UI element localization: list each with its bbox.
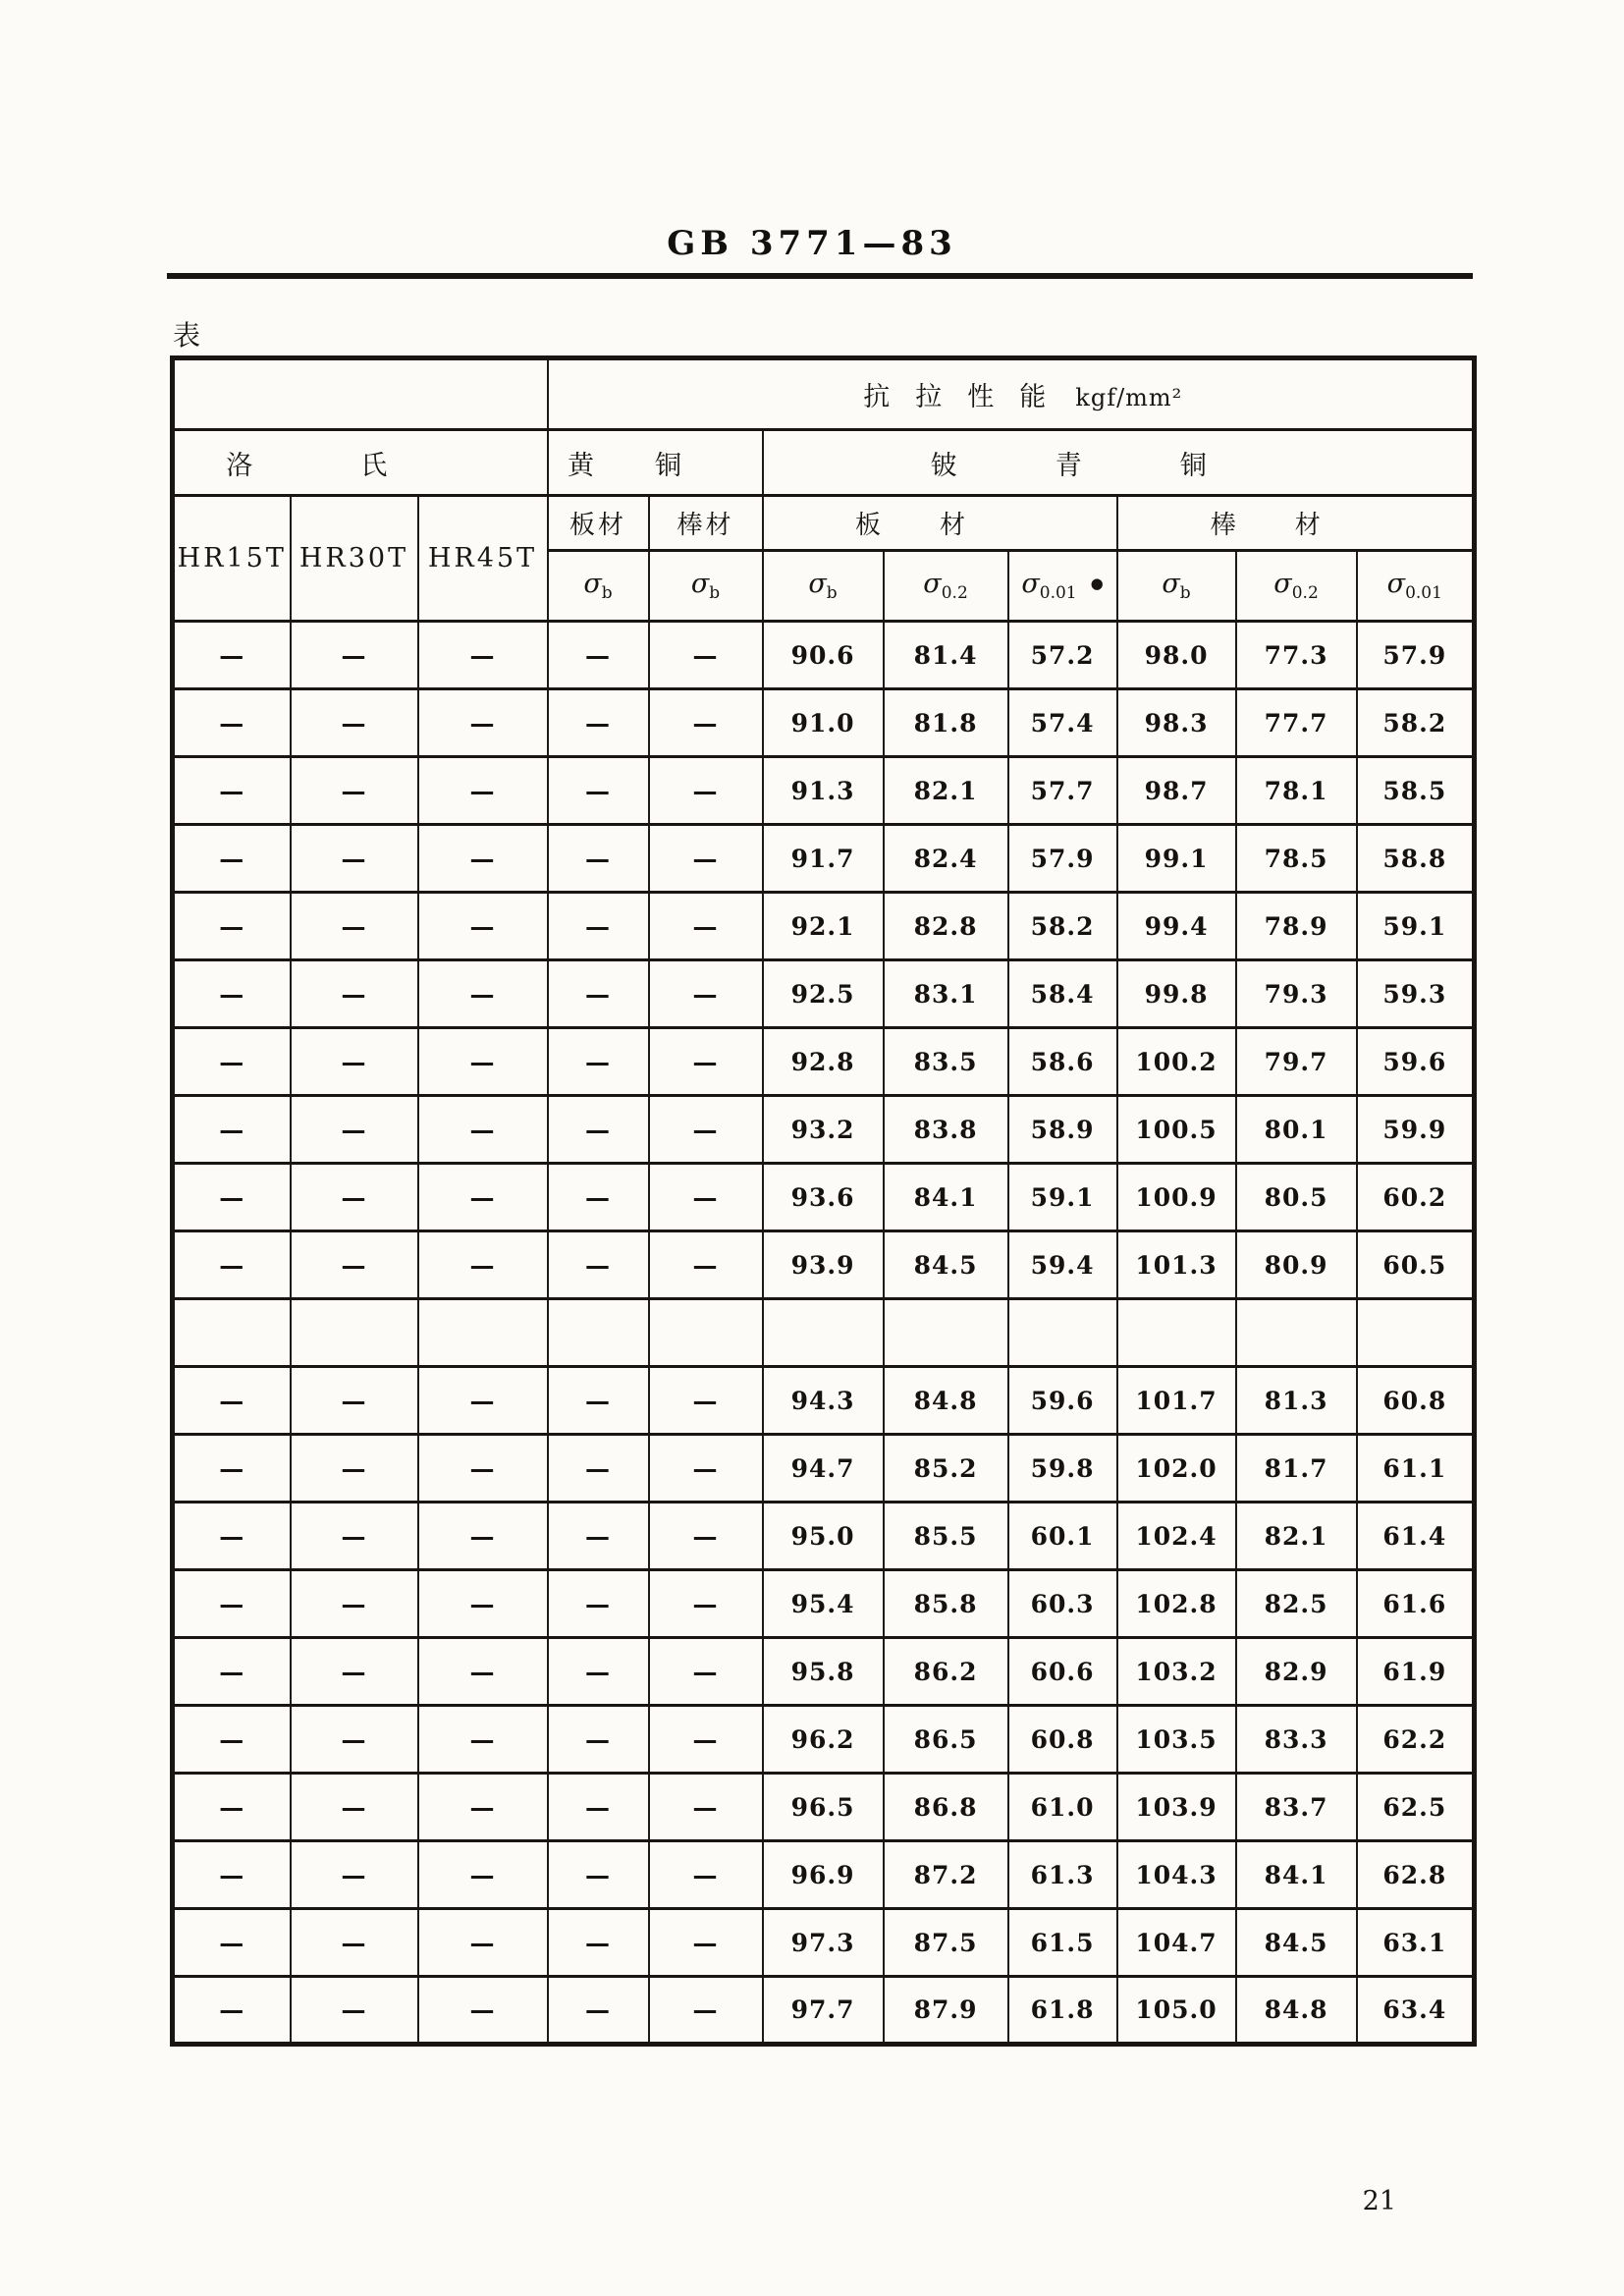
- dash-cell: —: [649, 1503, 763, 1570]
- value-cell: 99.1: [1117, 825, 1236, 893]
- table-row: [173, 1841, 1475, 1909]
- sigma-symbol: σ: [923, 568, 942, 599]
- dash-cell: —: [649, 1706, 763, 1774]
- dash-cell: —: [173, 1774, 291, 1841]
- dash-cell: —: [649, 1977, 763, 2045]
- dash-cell: —: [418, 622, 548, 689]
- value-cell: 82.4: [884, 825, 1008, 893]
- table-row: [173, 1096, 1475, 1164]
- value-cell: 84.1: [1236, 1841, 1357, 1909]
- dash-cell: —: [649, 1638, 763, 1706]
- dash-cell: —: [649, 1231, 763, 1299]
- dash-cell: —: [548, 1435, 649, 1503]
- value-cell: 92.1: [763, 893, 884, 960]
- value-cell: 94.7: [763, 1435, 884, 1503]
- empty-cell: [649, 1299, 763, 1367]
- dash-cell: —: [548, 1774, 649, 1841]
- dash-cell: —: [649, 1096, 763, 1164]
- dash-cell: —: [291, 1570, 418, 1638]
- sigma-subscript: b: [1179, 583, 1191, 604]
- dash-cell: —: [173, 1706, 291, 1774]
- value-cell: 78.1: [1236, 757, 1357, 825]
- dash-cell: —: [291, 1435, 418, 1503]
- beryllium-bar-header: 棒材: [1117, 496, 1475, 551]
- value-cell: 95.8: [763, 1638, 884, 1706]
- dash-cell: —: [291, 960, 418, 1028]
- value-cell: 82.9: [1236, 1638, 1357, 1706]
- value-cell: 58.6: [1008, 1028, 1117, 1096]
- sigma-symbol: σ: [808, 568, 827, 599]
- value-cell: 59.1: [1008, 1164, 1117, 1231]
- empty-cell: [1357, 1299, 1475, 1367]
- value-cell: 81.3: [1236, 1367, 1357, 1435]
- standard-code: GB 3771—83: [667, 224, 957, 263]
- header-row-materials: [173, 430, 1475, 496]
- value-cell: 83.8: [884, 1096, 1008, 1164]
- value-cell: 84.5: [1236, 1909, 1357, 1977]
- dash-cell: —: [418, 893, 548, 960]
- value-cell: 79.7: [1236, 1028, 1357, 1096]
- value-cell: 77.7: [1236, 689, 1357, 757]
- value-cell: 60.8: [1357, 1367, 1475, 1435]
- sigma-symbol: σ: [1273, 568, 1292, 599]
- dash-cell: —: [291, 757, 418, 825]
- sigma-symbol: σ: [1386, 568, 1406, 599]
- dash-cell: —: [649, 1841, 763, 1909]
- value-cell: 82.1: [1236, 1503, 1357, 1570]
- dash-cell: —: [649, 1570, 763, 1638]
- title-rule: [167, 273, 1473, 279]
- dash-cell: —: [548, 1231, 649, 1299]
- sigma-02-sheet-header: [884, 551, 1008, 622]
- value-cell: 95.0: [763, 1503, 884, 1570]
- value-cell: 82.8: [884, 893, 1008, 960]
- table-row: [173, 1503, 1475, 1570]
- hr45t-header: HR45T: [418, 496, 548, 622]
- value-cell: 58.2: [1008, 893, 1117, 960]
- table-row: [173, 757, 1475, 825]
- value-cell: 57.4: [1008, 689, 1117, 757]
- dash-cell: —: [418, 1570, 548, 1638]
- value-cell: 96.5: [763, 1774, 884, 1841]
- tensile-properties-header: [548, 358, 1475, 430]
- value-cell: 57.2: [1008, 622, 1117, 689]
- rockwell-header: 洛氏: [173, 430, 548, 496]
- dash-cell: —: [173, 1977, 291, 2045]
- sigma-b-bar-header: [1117, 551, 1236, 622]
- value-cell: 60.8: [1008, 1706, 1117, 1774]
- dash-cell: —: [173, 1909, 291, 1977]
- dash-cell: —: [291, 893, 418, 960]
- dash-cell: —: [173, 757, 291, 825]
- dash-cell: —: [418, 1909, 548, 1977]
- value-cell: 58.8: [1357, 825, 1475, 893]
- dash-cell: —: [649, 960, 763, 1028]
- sigma-subscript: b: [826, 583, 838, 604]
- value-cell: 91.3: [763, 757, 884, 825]
- table-row: [173, 1570, 1475, 1638]
- value-cell: 93.2: [763, 1096, 884, 1164]
- value-cell: 93.9: [763, 1231, 884, 1299]
- dash-cell: —: [173, 1164, 291, 1231]
- value-cell: 87.9: [884, 1977, 1008, 2045]
- value-cell: 61.3: [1008, 1841, 1117, 1909]
- page-number: 21: [1362, 2186, 1396, 2216]
- dash-cell: —: [548, 757, 649, 825]
- sigma-symbol: σ: [1162, 568, 1180, 599]
- empty-cell: [884, 1299, 1008, 1367]
- dash-cell: —: [173, 960, 291, 1028]
- table-label: 表: [173, 319, 201, 352]
- value-cell: 78.5: [1236, 825, 1357, 893]
- value-cell: 85.8: [884, 1570, 1008, 1638]
- value-cell: 62.2: [1357, 1706, 1475, 1774]
- sigma-subscript: b: [601, 583, 613, 604]
- value-cell: 98.3: [1117, 689, 1236, 757]
- sigma-b-brass-bar-header: [649, 551, 763, 622]
- table-row: [173, 1706, 1475, 1774]
- value-cell: 81.8: [884, 689, 1008, 757]
- dash-cell: —: [548, 1706, 649, 1774]
- sigma-b-sheet-header: [763, 551, 884, 622]
- table-row: [173, 1638, 1475, 1706]
- bullet-marker: ●: [1090, 574, 1104, 592]
- empty-cell: [418, 1299, 548, 1367]
- value-cell: 60.1: [1008, 1503, 1117, 1570]
- value-cell: 59.6: [1357, 1028, 1475, 1096]
- value-cell: 59.6: [1008, 1367, 1117, 1435]
- value-cell: 96.9: [763, 1841, 884, 1909]
- value-cell: 85.5: [884, 1503, 1008, 1570]
- value-cell: 63.1: [1357, 1909, 1475, 1977]
- dash-cell: —: [418, 1706, 548, 1774]
- dash-cell: —: [291, 1706, 418, 1774]
- value-cell: 83.5: [884, 1028, 1008, 1096]
- empty-cell: [291, 1299, 418, 1367]
- empty-cell: [548, 1299, 649, 1367]
- value-cell: 91.0: [763, 689, 884, 757]
- value-cell: 103.5: [1117, 1706, 1236, 1774]
- hr30t-header: HR30T: [291, 496, 418, 622]
- sigma-02-bar-header: [1236, 551, 1357, 622]
- value-cell: 84.8: [1236, 1977, 1357, 2045]
- dash-cell: —: [548, 1503, 649, 1570]
- brass-header: 黄铜: [548, 430, 763, 496]
- value-cell: 86.2: [884, 1638, 1008, 1706]
- value-cell: 61.4: [1357, 1503, 1475, 1570]
- dash-cell: —: [418, 1231, 548, 1299]
- sigma-symbol: σ: [1021, 568, 1040, 599]
- dash-cell: —: [548, 1570, 649, 1638]
- value-cell: 59.3: [1357, 960, 1475, 1028]
- value-cell: 102.8: [1117, 1570, 1236, 1638]
- value-cell: 83.7: [1236, 1774, 1357, 1841]
- value-cell: 60.5: [1357, 1231, 1475, 1299]
- value-cell: 62.8: [1357, 1841, 1475, 1909]
- dash-cell: —: [548, 825, 649, 893]
- dash-cell: —: [649, 1435, 763, 1503]
- value-cell: 86.8: [884, 1774, 1008, 1841]
- dash-cell: —: [173, 1841, 291, 1909]
- table-row: [173, 1367, 1475, 1435]
- table-row: [173, 1299, 1475, 1367]
- sigma-subscript: 0.01: [1405, 583, 1442, 604]
- value-cell: 97.3: [763, 1909, 884, 1977]
- table-row: [173, 960, 1475, 1028]
- sigma-b-brass-sheet-header: [548, 551, 649, 622]
- value-cell: 92.5: [763, 960, 884, 1028]
- dash-cell: —: [548, 960, 649, 1028]
- value-cell: 98.0: [1117, 622, 1236, 689]
- value-cell: 77.3: [1236, 622, 1357, 689]
- dash-cell: —: [548, 1096, 649, 1164]
- value-cell: 87.5: [884, 1909, 1008, 1977]
- dash-cell: —: [418, 757, 548, 825]
- corner-empty-cell: [173, 358, 548, 430]
- empty-cell: [173, 1299, 291, 1367]
- value-cell: 82.5: [1236, 1570, 1357, 1638]
- value-cell: 97.7: [763, 1977, 884, 2045]
- value-cell: 58.9: [1008, 1096, 1117, 1164]
- tensile-unit: kgf/mm²: [1075, 384, 1183, 411]
- dash-cell: —: [291, 689, 418, 757]
- dash-cell: —: [649, 757, 763, 825]
- dash-cell: —: [418, 1435, 548, 1503]
- value-cell: 81.4: [884, 622, 1008, 689]
- beryllium-sheet-header: 板材: [763, 496, 1117, 551]
- table-row: [173, 1774, 1475, 1841]
- value-cell: 102.0: [1117, 1435, 1236, 1503]
- dash-cell: —: [291, 1638, 418, 1706]
- empty-cell: [1236, 1299, 1357, 1367]
- value-cell: 57.7: [1008, 757, 1117, 825]
- table-row: [173, 825, 1475, 893]
- value-cell: 94.3: [763, 1367, 884, 1435]
- table-row: [173, 1164, 1475, 1231]
- sigma-symbol: σ: [690, 568, 710, 599]
- value-cell: 100.2: [1117, 1028, 1236, 1096]
- dash-cell: —: [548, 1909, 649, 1977]
- dash-cell: —: [173, 1367, 291, 1435]
- value-cell: 61.5: [1008, 1909, 1117, 1977]
- value-cell: 81.7: [1236, 1435, 1357, 1503]
- sigma-symbol: σ: [583, 568, 602, 599]
- value-cell: 103.2: [1117, 1638, 1236, 1706]
- value-cell: 99.8: [1117, 960, 1236, 1028]
- value-cell: 101.7: [1117, 1367, 1236, 1435]
- sigma-001-sheet-header: [1008, 551, 1117, 622]
- value-cell: 80.9: [1236, 1231, 1357, 1299]
- value-cell: 98.7: [1117, 757, 1236, 825]
- dash-cell: —: [418, 1367, 548, 1435]
- header-row-product-form: [173, 496, 1475, 551]
- dash-cell: —: [291, 1231, 418, 1299]
- value-cell: 60.3: [1008, 1570, 1117, 1638]
- dash-cell: —: [173, 622, 291, 689]
- dash-cell: —: [649, 1367, 763, 1435]
- dash-cell: —: [291, 1909, 418, 1977]
- value-cell: 105.0: [1117, 1977, 1236, 2045]
- dash-cell: —: [291, 825, 418, 893]
- dash-cell: —: [548, 1841, 649, 1909]
- value-cell: 80.5: [1236, 1164, 1357, 1231]
- value-cell: 59.9: [1357, 1096, 1475, 1164]
- value-cell: 86.5: [884, 1706, 1008, 1774]
- dash-cell: —: [649, 1774, 763, 1841]
- brass-bar-header: 棒材: [649, 496, 763, 551]
- table-row: [173, 893, 1475, 960]
- dash-cell: —: [418, 1028, 548, 1096]
- table-row: [173, 689, 1475, 757]
- conversion-table: [170, 355, 1477, 2047]
- value-cell: 103.9: [1117, 1774, 1236, 1841]
- dash-cell: —: [649, 825, 763, 893]
- value-cell: 96.2: [763, 1706, 884, 1774]
- value-cell: 80.1: [1236, 1096, 1357, 1164]
- dash-cell: —: [418, 1096, 548, 1164]
- value-cell: 61.9: [1357, 1638, 1475, 1706]
- dash-cell: —: [173, 689, 291, 757]
- dash-cell: —: [173, 1435, 291, 1503]
- value-cell: 60.6: [1008, 1638, 1117, 1706]
- dash-cell: —: [649, 1028, 763, 1096]
- value-cell: 63.4: [1357, 1977, 1475, 2045]
- brass-sheet-header: 板材: [548, 496, 649, 551]
- sigma-subscript: 0.01: [1039, 583, 1077, 604]
- empty-cell: [1117, 1299, 1236, 1367]
- dash-cell: —: [291, 1367, 418, 1435]
- dash-cell: —: [548, 893, 649, 960]
- dash-cell: —: [291, 1096, 418, 1164]
- value-cell: 93.6: [763, 1164, 884, 1231]
- dash-cell: —: [418, 960, 548, 1028]
- value-cell: 95.4: [763, 1570, 884, 1638]
- value-cell: 61.1: [1357, 1435, 1475, 1503]
- dash-cell: —: [173, 1028, 291, 1096]
- dash-cell: —: [418, 1774, 548, 1841]
- tensile-title: 抗拉性能: [863, 382, 1072, 412]
- dash-cell: —: [418, 689, 548, 757]
- dash-cell: —: [548, 1028, 649, 1096]
- dash-cell: —: [649, 893, 763, 960]
- sigma-subscript: 0.2: [941, 583, 968, 604]
- dash-cell: —: [418, 1164, 548, 1231]
- value-cell: 59.1: [1357, 893, 1475, 960]
- table-row: [173, 622, 1475, 689]
- dash-cell: —: [291, 1977, 418, 2045]
- sigma-subscript: b: [709, 583, 721, 604]
- dash-cell: —: [649, 1909, 763, 1977]
- dash-cell: —: [649, 689, 763, 757]
- value-cell: 82.1: [884, 757, 1008, 825]
- dash-cell: —: [548, 1977, 649, 2045]
- value-cell: 104.3: [1117, 1841, 1236, 1909]
- header-row-tensile: [173, 358, 1475, 430]
- dash-cell: —: [548, 1367, 649, 1435]
- table-row: [173, 1231, 1475, 1299]
- value-cell: 62.5: [1357, 1774, 1475, 1841]
- dash-cell: —: [548, 1164, 649, 1231]
- hr15t-header: HR15T: [173, 496, 291, 622]
- dash-cell: —: [173, 825, 291, 893]
- value-cell: 100.9: [1117, 1164, 1236, 1231]
- empty-cell: [763, 1299, 884, 1367]
- dash-cell: —: [173, 893, 291, 960]
- value-cell: 78.9: [1236, 893, 1357, 960]
- sigma-001-bar-header: [1357, 551, 1475, 622]
- value-cell: 83.3: [1236, 1706, 1357, 1774]
- value-cell: 101.3: [1117, 1231, 1236, 1299]
- value-cell: 57.9: [1008, 825, 1117, 893]
- value-cell: 58.4: [1008, 960, 1117, 1028]
- value-cell: 61.8: [1008, 1977, 1117, 2045]
- value-cell: 84.8: [884, 1367, 1008, 1435]
- value-cell: 60.2: [1357, 1164, 1475, 1231]
- dash-cell: —: [291, 622, 418, 689]
- value-cell: 59.8: [1008, 1435, 1117, 1503]
- value-cell: 61.6: [1357, 1570, 1475, 1638]
- dash-cell: —: [548, 689, 649, 757]
- value-cell: 84.1: [884, 1164, 1008, 1231]
- dash-cell: —: [291, 1841, 418, 1909]
- value-cell: 91.7: [763, 825, 884, 893]
- dash-cell: —: [291, 1503, 418, 1570]
- value-cell: 61.0: [1008, 1774, 1117, 1841]
- value-cell: 90.6: [763, 622, 884, 689]
- dash-cell: —: [418, 1638, 548, 1706]
- empty-cell: [1008, 1299, 1117, 1367]
- value-cell: 84.5: [884, 1231, 1008, 1299]
- value-cell: 87.2: [884, 1841, 1008, 1909]
- dash-cell: —: [418, 1503, 548, 1570]
- table-row: [173, 1977, 1475, 2045]
- value-cell: 99.4: [1117, 893, 1236, 960]
- value-cell: 85.2: [884, 1435, 1008, 1503]
- beryllium-bronze-header: 铍青铜: [763, 430, 1475, 496]
- dash-cell: —: [173, 1570, 291, 1638]
- dash-cell: —: [291, 1028, 418, 1096]
- value-cell: 83.1: [884, 960, 1008, 1028]
- value-cell: 102.4: [1117, 1503, 1236, 1570]
- dash-cell: —: [548, 1638, 649, 1706]
- dash-cell: —: [649, 622, 763, 689]
- dash-cell: —: [548, 622, 649, 689]
- value-cell: 59.4: [1008, 1231, 1117, 1299]
- table-row: [173, 1435, 1475, 1503]
- sigma-subscript: 0.2: [1291, 583, 1319, 604]
- value-cell: 57.9: [1357, 622, 1475, 689]
- value-cell: 58.5: [1357, 757, 1475, 825]
- value-cell: 104.7: [1117, 1909, 1236, 1977]
- dash-cell: —: [291, 1164, 418, 1231]
- value-cell: 58.2: [1357, 689, 1475, 757]
- value-cell: 79.3: [1236, 960, 1357, 1028]
- dash-cell: —: [173, 1096, 291, 1164]
- dash-cell: —: [173, 1231, 291, 1299]
- dash-cell: —: [418, 1977, 548, 2045]
- dash-cell: —: [418, 1841, 548, 1909]
- dash-cell: —: [418, 825, 548, 893]
- dash-cell: —: [173, 1638, 291, 1706]
- dash-cell: —: [173, 1503, 291, 1570]
- value-cell: 100.5: [1117, 1096, 1236, 1164]
- dash-cell: —: [649, 1164, 763, 1231]
- table-row: [173, 1028, 1475, 1096]
- dash-cell: —: [291, 1774, 418, 1841]
- value-cell: 92.8: [763, 1028, 884, 1096]
- table-row: [173, 1909, 1475, 1977]
